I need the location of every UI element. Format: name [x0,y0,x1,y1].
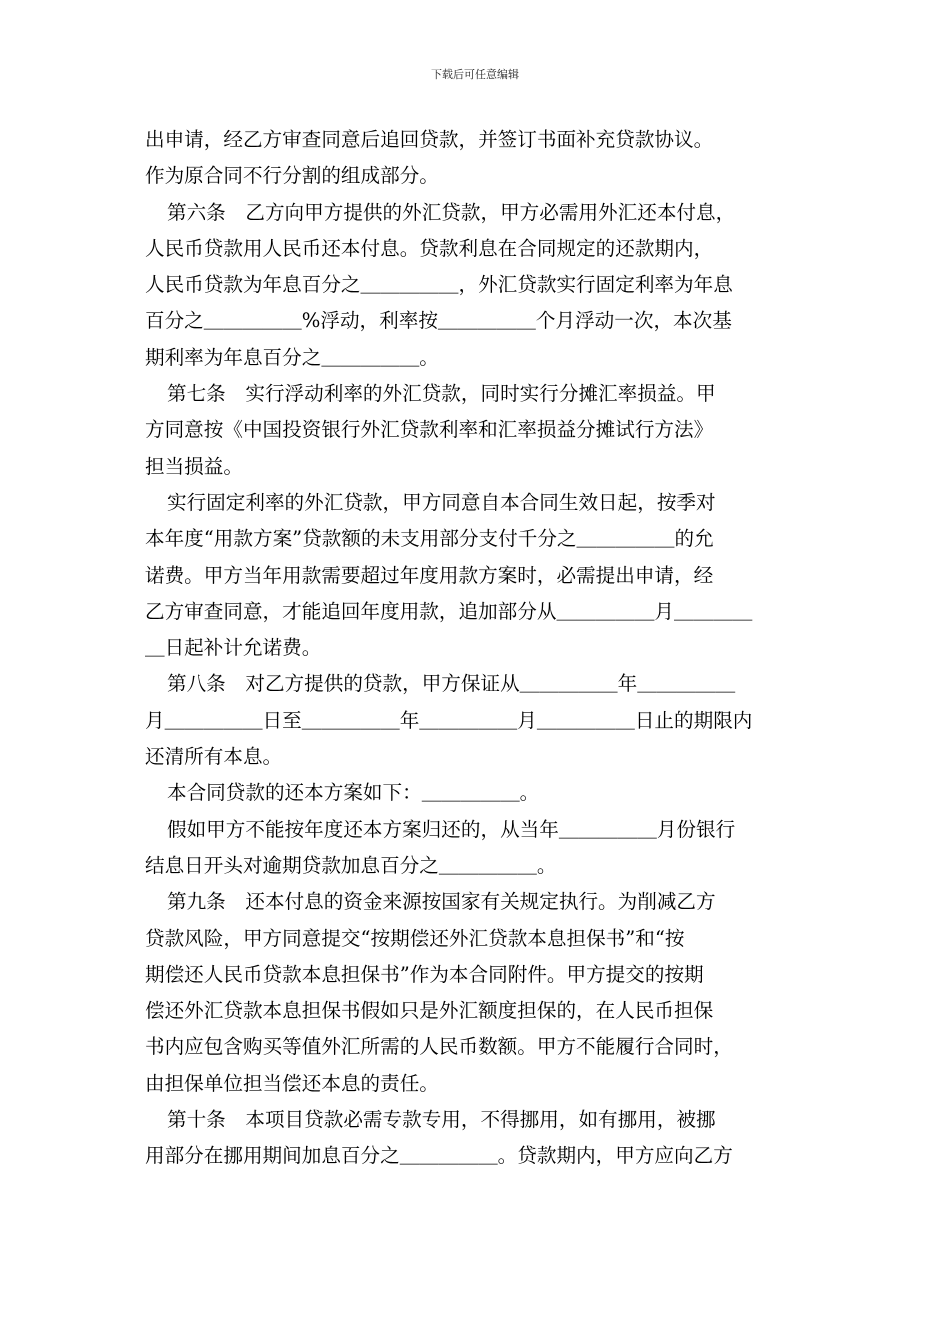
text-line: 方同意按《中国投资银行外汇贷款利率和汇率损益分摊试行方法》 [145,418,714,442]
page-header: 下载后可任意编辑 [431,68,519,81]
text-line: 由担保单位担当偿还本息的责任。 [145,1071,439,1095]
text-line: 百分之＿＿＿＿＿%浮动，利率按＿＿＿＿＿个月浮动一次，本次基 [145,309,732,333]
paragraph-start: 假如甲方不能按年度还本方案归还的，从当年＿＿＿＿＿月份银行 [167,817,736,841]
text-line: 出申请，经乙方审查同意后追回贷款，并签订书面补充贷款协议。 [145,128,714,151]
document-body [145,122,811,1175]
text-line: 月＿＿＿＿＿日至＿＿＿＿＿年＿＿＿＿＿月＿＿＿＿＿日止的期限内 [145,708,753,732]
text-line: 诺费。甲方当年用款需要超过年度用款方案时，必需提出申请，经 [145,563,714,587]
article-6-start: 第六条 乙方向甲方提供的外汇贷款，甲方必需用外汇还本付息， [167,200,736,224]
text-line: 结息日开头对逾期贷款加息百分之＿＿＿＿＿。 [145,853,557,877]
text-line: 用部分在挪用期间加息百分之＿＿＿＿＿。贷款期内，甲方应向乙方 [145,1144,733,1168]
article-8-start: 第八条 对乙方提供的贷款，甲方保证从＿＿＿＿＿年＿＿＿＿＿ [167,672,736,696]
text-line: 作为原合同不行分割的组成部分。 [145,164,439,188]
text-line: ＿日起补计允诺费。 [145,636,322,660]
article-9-start: 第九条 还本付息的资金来源按国家有关规定执行。为削减乙方 [167,890,716,914]
text-line: 本年度“用款方案”贷款额的未支用部分支付千分之＿＿＿＿＿的允 [145,527,714,551]
paragraph-start: 本合同贷款的还本方案如下：＿＿＿＿＿。 [167,781,540,805]
text-line: 人民币贷款为年息百分之＿＿＿＿＿，外汇贷款实行固定利率为年息 [145,273,733,297]
text-line: 还清所有本息。 [145,745,283,769]
paragraph-start: 实行固定利率的外汇贷款，甲方同意自本合同生效日起，按季对 [167,490,716,514]
text-line: 期偿还人民币贷款本息担保书”作为本合同附件。甲方提交的按期 [145,962,704,986]
text-line: 贷款风险，甲方同意提交“按期偿还外汇贷款本息担保书”和“按 [145,926,685,950]
text-line: 人民币贷款用人民币还本付息。贷款利息在合同规定的还款期内， [145,236,714,260]
text-line: 期利率为年息百分之＿＿＿＿＿。 [145,345,439,369]
article-7-start: 第七条 实行浮动利率的外汇贷款，同时实行分摊汇率损益。甲 [167,382,716,406]
text-line: 偿还外汇贷款本息担保书假如只是外汇额度担保的，在人民币担保 [145,999,714,1023]
text-line: 担当损益。 [145,454,243,478]
text-line: 书内应包含购买等值外汇所需的人民币数额。甲方不能履行合同时， [145,1035,733,1059]
text-line: 乙方审查同意，才能追回年度用款，追加部分从＿＿＿＿＿月＿＿＿＿ [145,599,753,623]
article-10-start: 第十条 本项目贷款必需专款专用，不得挪用，如有挪用，被挪 [167,1108,716,1132]
